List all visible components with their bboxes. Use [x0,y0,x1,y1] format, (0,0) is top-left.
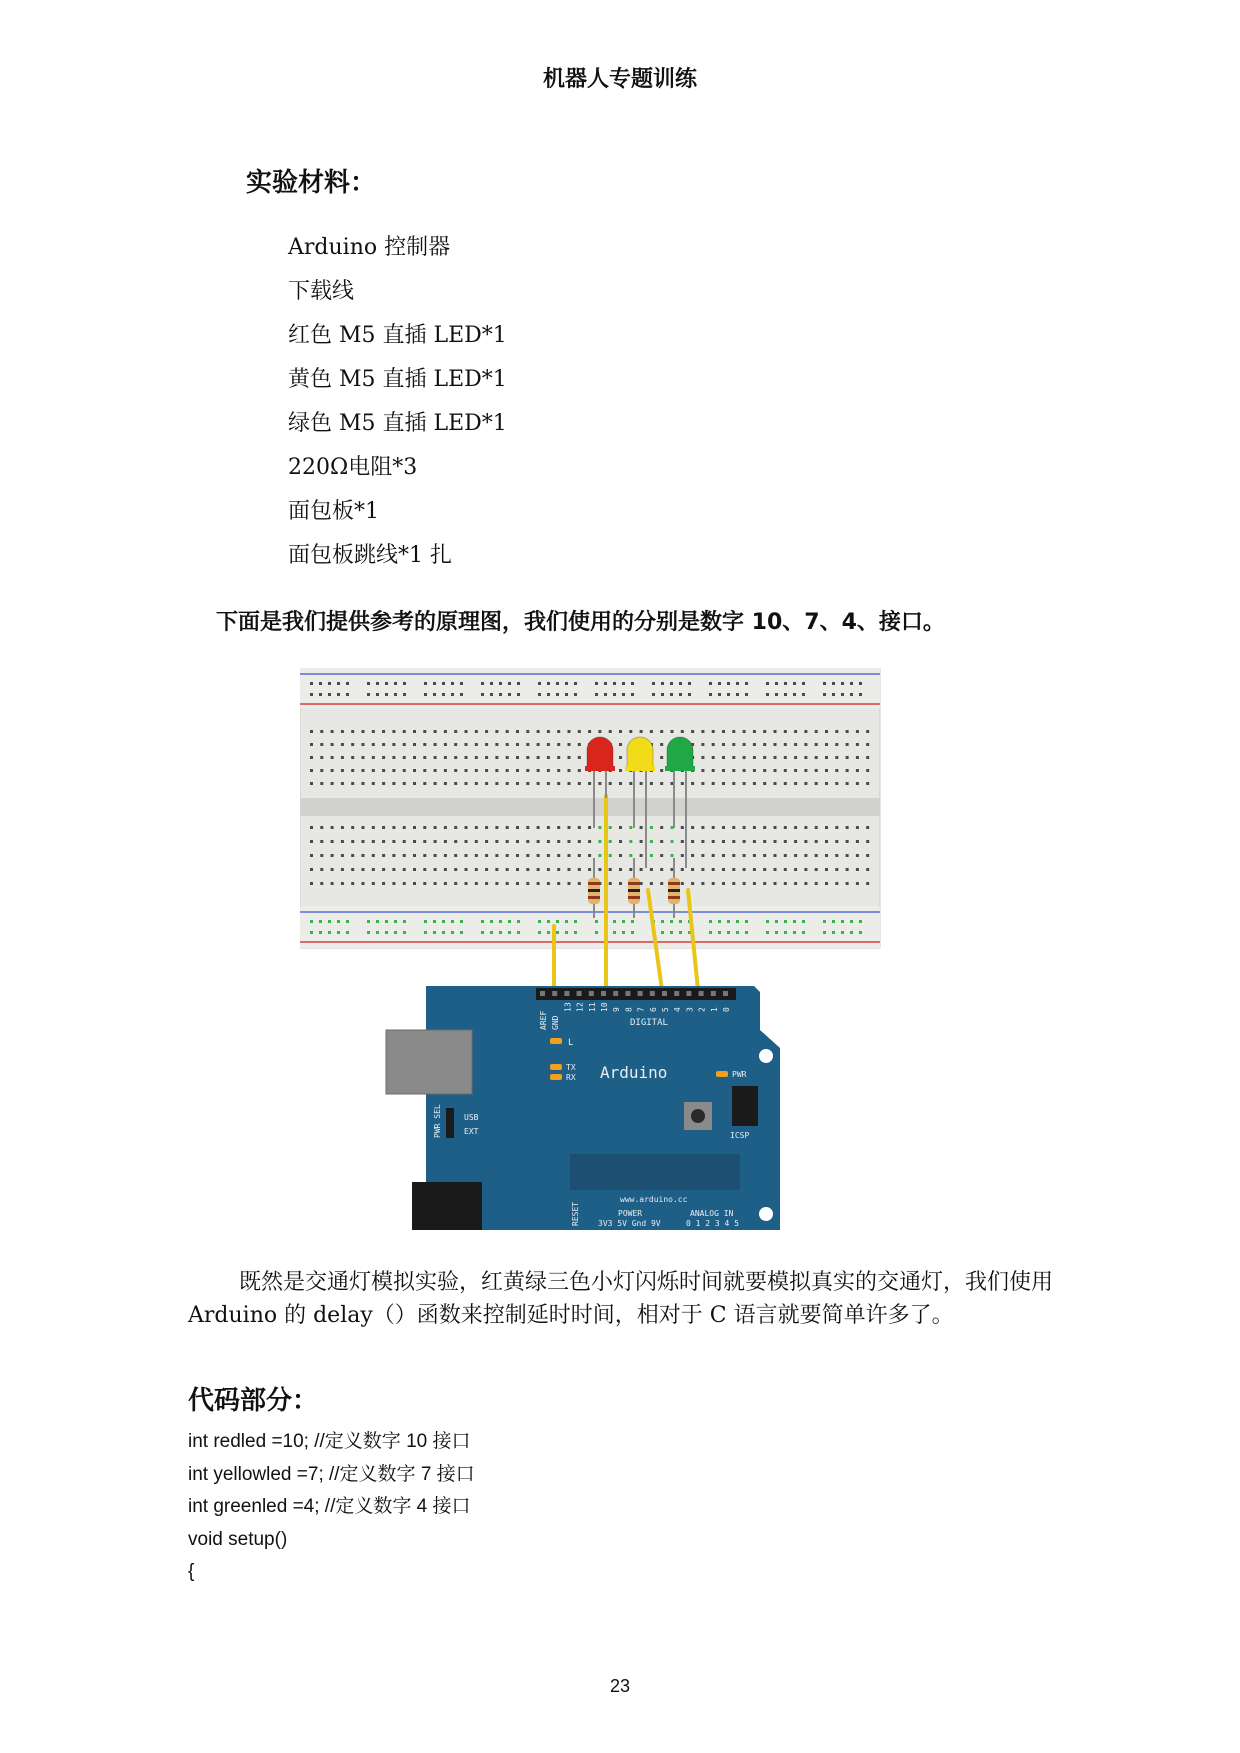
header-pin-label: GND [551,1015,561,1030]
arduino-board [386,986,780,1230]
power-label: POWER [618,1209,643,1218]
body-paragraph [188,1266,1056,1332]
icsp-label: ICSP [730,1131,750,1140]
reset-label: RESET [571,1201,580,1226]
digital-label: DIGITAL [630,1018,668,1028]
header-pin-label: 8 [624,1007,634,1012]
material-item: Arduino 控制器 [288,235,451,260]
header-pin-label: 3 [685,1007,695,1012]
arduino-logo-text: Arduino [600,1063,668,1082]
pwr-sel-label: PWR SEL [433,1104,442,1138]
pwr-label: PWR [732,1070,747,1079]
green-led [667,737,693,768]
schematic-intro: 下面是我们提供参考的原理图，我们使用的分别是数字 10、7、4、接口。 [216,610,945,635]
yellow-led [627,737,653,768]
code-line: int greenled =4; //定义数字 4 接口 [188,1496,471,1517]
header-pin-label: 4 [673,1007,683,1012]
header-pin-label: 1 [709,1007,719,1012]
header-pin-label: 12 [575,1002,585,1012]
tx-label: TX [566,1063,576,1072]
wiring-diagram [300,668,900,1248]
red-led [587,737,613,768]
material-item: 面包板*1 [288,499,379,524]
power-pins-label: 3V3 5V Gnd 9V [598,1219,661,1228]
material-item: 面包板跳线*1 扎 [288,543,452,568]
materials-list [288,226,507,578]
header-pin-label: 0 [722,1007,731,1012]
analog-label: ANALOG IN [690,1209,734,1218]
code-listing [188,1426,475,1589]
material-item: 黄色 M5 直插 LED*1 [288,367,507,392]
code-line: int yellowled =7; //定义数字 7 接口 [188,1463,475,1485]
code-section-title: 代码部分： [188,1386,319,1416]
led-group [585,737,695,771]
material-item: 下载线 [288,279,355,304]
header-pin-label: 10 [600,1002,609,1012]
header-pin-label: 6 [648,1007,658,1012]
code-line: int redled =10; //定义数字 10 接口 [188,1431,471,1452]
website-label: www.arduino.cc [620,1195,688,1204]
material-item: 红色 M5 直插 LED*1 [288,323,507,348]
header-pin-label: 11 [587,1002,597,1012]
ext-label: EXT [464,1127,479,1136]
header-pin-label: 5 [661,1007,670,1012]
material-item: 绿色 M5 直插 LED*1 [288,411,507,436]
l-led-label: L [568,1038,574,1048]
page-header: 机器人专题训练 [542,67,697,92]
breadboard [300,668,880,948]
page-number: 23 [609,1676,631,1696]
material-item: 220Ω电阻*3 [288,455,418,480]
header-pin-label: 13 [563,1002,573,1012]
rx-label: RX [566,1073,576,1082]
code-line: { [188,1561,195,1582]
materials-heading: 实验材料： [246,168,377,198]
header-pin-label: AREF [539,1010,548,1030]
header-pin-label: 9 [612,1007,622,1012]
analog-pins-label: 0 1 2 3 4 5 [686,1219,739,1228]
usb-label: USB [464,1113,479,1122]
header-pin-label: 2 [697,1007,707,1012]
code-line: void setup() [188,1528,288,1550]
paragraph-text: 既然是交通灯模拟实验，红黄绿三色小灯闪烁时间就要模拟真实的交通灯，我们使用 Arduino 的 delay（）函数来控制延时时间，相对于 C 语言就要简单许多了。 [188,1270,1054,1328]
header-pin-label: 7 [636,1007,646,1012]
